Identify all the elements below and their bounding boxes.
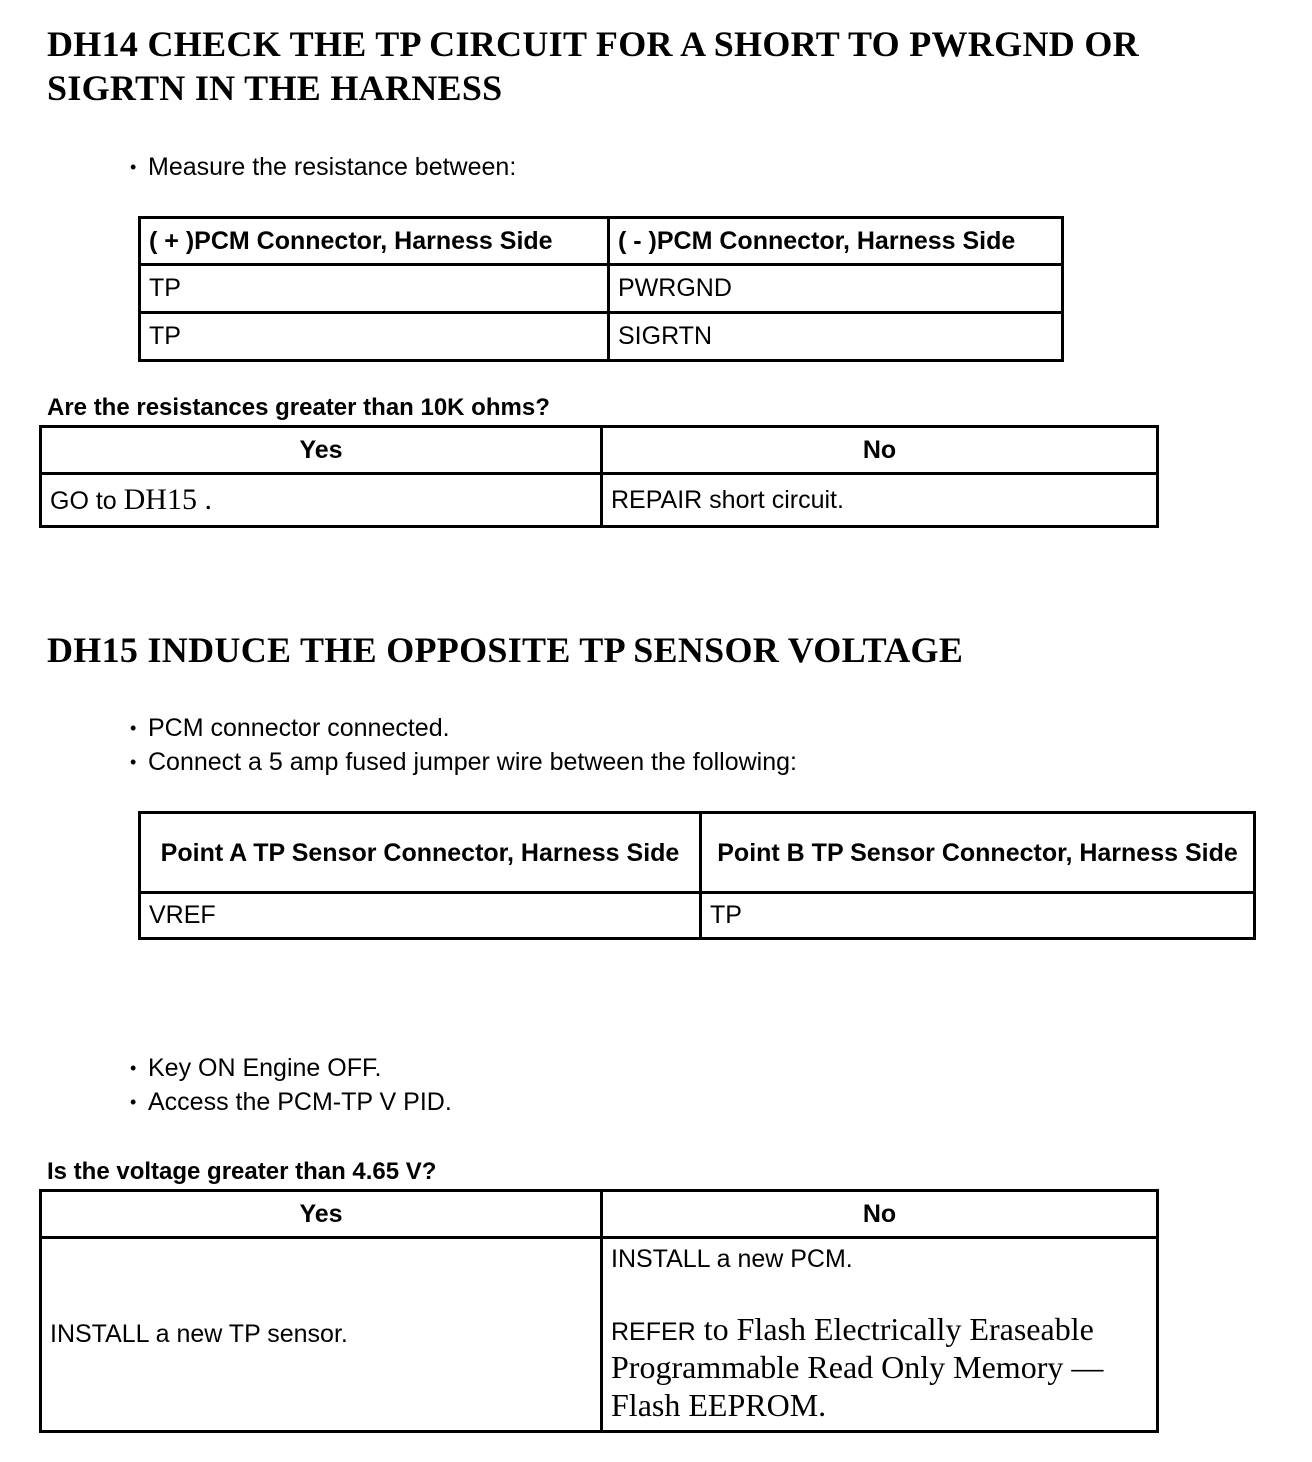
table-row: [41, 1238, 1158, 1432]
table-row: [140, 893, 1255, 939]
bullet-icon: •: [130, 752, 137, 772]
table-row: [41, 474, 1158, 527]
dh15-jumper-table: [138, 811, 1256, 940]
bullet-item: [130, 745, 797, 779]
table-cell: TP: [140, 313, 609, 361]
bullet-icon: •: [130, 1092, 137, 1112]
table-cell: SIGRTN: [609, 313, 1063, 361]
table-row: [140, 265, 1063, 313]
dh14-title-line2: SIGRTN IN THE HARNESS: [47, 68, 503, 108]
yes-cell: INSTALL a new TP sensor.: [41, 1238, 602, 1432]
dh15-bullet-list-2: [130, 1051, 452, 1119]
yes-cell: [41, 474, 602, 527]
install-pcm-text: INSTALL a new PCM.: [611, 1245, 853, 1273]
dh14-answer-table: [39, 425, 1159, 528]
column-header: Point B TP Sensor Connector, Harness Side: [701, 813, 1255, 893]
no-cell: [602, 1238, 1158, 1432]
go-to-text: GO to: [50, 487, 124, 515]
dh14-title-line1: DH14 CHECK THE TP CIRCUIT FOR A SHORT TO PWRGND OR: [47, 24, 1139, 64]
refer-prefix: REFER: [611, 1318, 696, 1346]
no-header: No: [602, 427, 1158, 474]
no-cell: REPAIR short circuit.: [602, 474, 1158, 527]
bullet-text: PCM connector connected.: [148, 714, 450, 742]
flash-eeprom-link[interactable]: to Flash Electrically Eraseable Programmable Read Only Memory — Flash EEPROM.: [611, 1311, 1104, 1423]
bullet-icon: •: [130, 718, 137, 738]
bullet-text: Access the PCM-TP V PID.: [148, 1088, 452, 1116]
refer-text: [611, 1310, 1148, 1424]
column-header: ( + )PCM Connector, Harness Side: [140, 218, 609, 265]
dh15-link[interactable]: DH15: [123, 483, 197, 516]
bullet-item: [130, 1085, 452, 1119]
table-header-row: [140, 218, 1063, 265]
bullet-icon: •: [130, 1058, 137, 1078]
bullet-text: Measure the resistance between:: [148, 153, 517, 181]
bullet-item: [130, 711, 797, 745]
table-header-row: [41, 427, 1158, 474]
yes-header: Yes: [41, 1191, 602, 1238]
dh14-bullet-list: [130, 150, 516, 184]
dh15-question: Is the voltage greater than 4.65 V?: [47, 1158, 437, 1185]
table-row: [140, 313, 1063, 361]
dh14-connector-table: [138, 216, 1064, 362]
table-header-row: [41, 1191, 1158, 1238]
bullet-item: [130, 1051, 452, 1085]
spacer: [611, 1274, 1148, 1310]
bullet-item: [130, 150, 516, 184]
table-header-row: [140, 813, 1255, 893]
dh14-question: Are the resistances greater than 10K ohms?: [47, 394, 550, 421]
bullet-text: Connect a 5 amp fused jumper wire between the following:: [148, 748, 797, 776]
table-cell: VREF: [140, 893, 701, 939]
table-cell: TP: [701, 893, 1255, 939]
column-header: ( - )PCM Connector, Harness Side: [609, 218, 1063, 265]
column-header: Point A TP Sensor Connector, Harness Side: [140, 813, 701, 893]
dh15-answer-table: [39, 1189, 1159, 1433]
dh15-title: DH15 INDUCE THE OPPOSITE TP SENSOR VOLTAGE: [47, 630, 964, 670]
yes-header: Yes: [41, 427, 602, 474]
table-cell: PWRGND: [609, 265, 1063, 313]
table-cell: TP: [140, 265, 609, 313]
bullet-text: Key ON Engine OFF.: [148, 1054, 382, 1082]
dh15-bullet-list-1: [130, 711, 797, 779]
no-header: No: [602, 1191, 1158, 1238]
dh14-heading: [47, 22, 1287, 110]
bullet-icon: •: [130, 157, 137, 177]
go-to-suffix: .: [196, 483, 212, 516]
